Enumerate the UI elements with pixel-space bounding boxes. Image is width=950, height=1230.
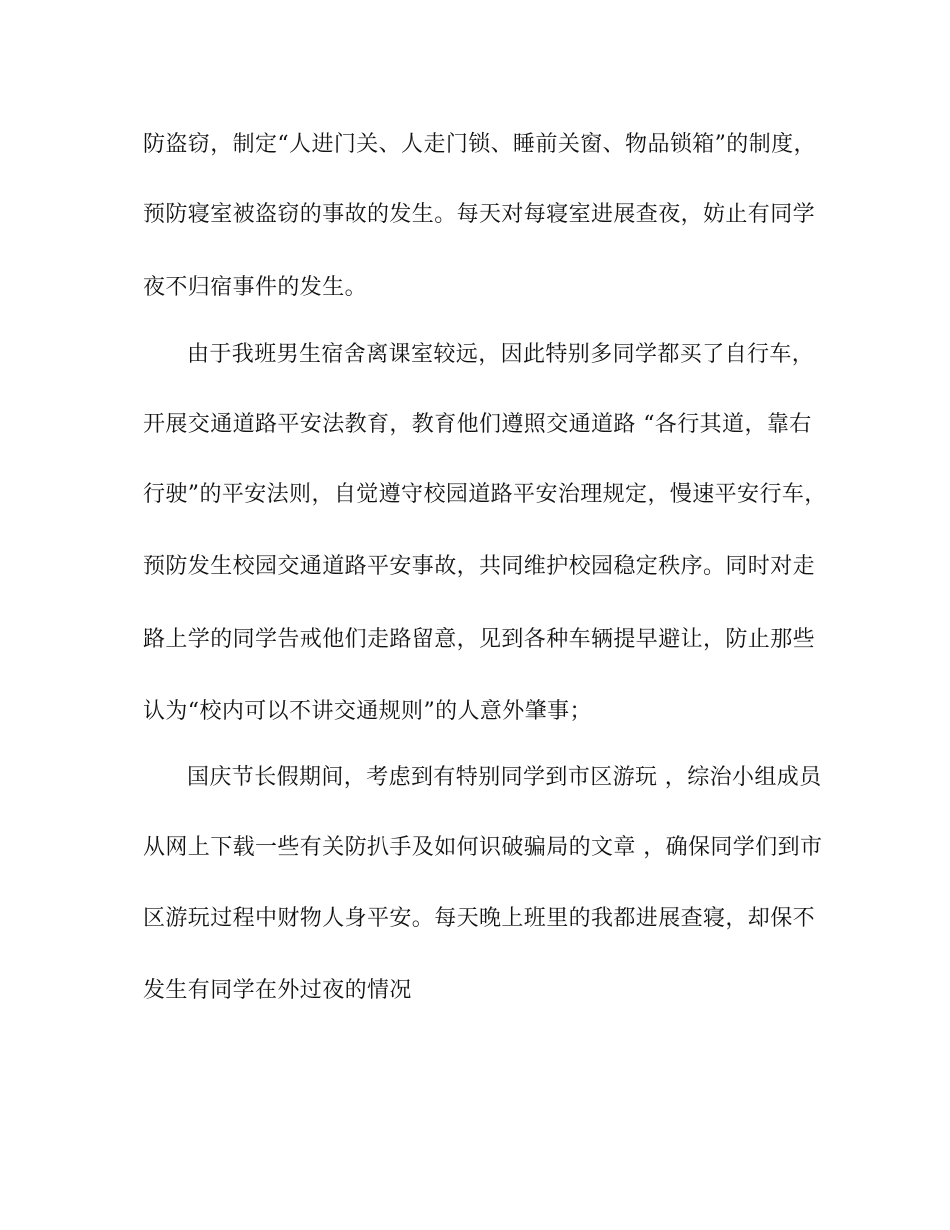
paragraph-first-line: 国庆节长假期间，考虑到有特别同学到市区游玩 ，综治小组成员	[187, 765, 822, 790]
text-line: 预防发生校园交通道路平安事故，共同维护校园稳定秩序。同时对走	[143, 554, 816, 579]
text-line: 从网上下载一些有关防扒手及如何识破骗局的文章 ，确保同学们到市	[143, 835, 823, 860]
text-line: 发生有同学在外过夜的情况	[143, 978, 412, 1003]
text-line: 路上学的同学告戒他们走路留意，见到各种车辆提早避让，防止那些	[143, 627, 816, 652]
text-line: 认为“校内可以不讲交通规则”的人意外肇事；	[143, 699, 592, 724]
text-line: 夜不归宿事件的发生。	[143, 275, 368, 300]
text-line: 行驶”的平安法则，自觉遵守校园道路平安治理规定，慢速平安行车，	[143, 482, 827, 507]
text-line: 预防寝室被盗窃的事故的发生。每天对每寝室进展查夜，妨止有同学	[143, 202, 816, 227]
text-line: 开展交通道路平安法教育，教育他们遵照交通道路 “各行其道，靠右	[143, 412, 812, 437]
paragraph-first-line: 由于我班男生宿舍离课室较远，因此特别多同学都买了自行车，	[187, 342, 815, 367]
text-line: 防盗窃，制定“人进门关、人走门锁、睡前关窗、物品锁箱”的制度，	[143, 132, 816, 157]
text-line: 区游玩过程中财物人身平安。每天晚上班里的我都进展查寝，却保不	[143, 906, 816, 931]
